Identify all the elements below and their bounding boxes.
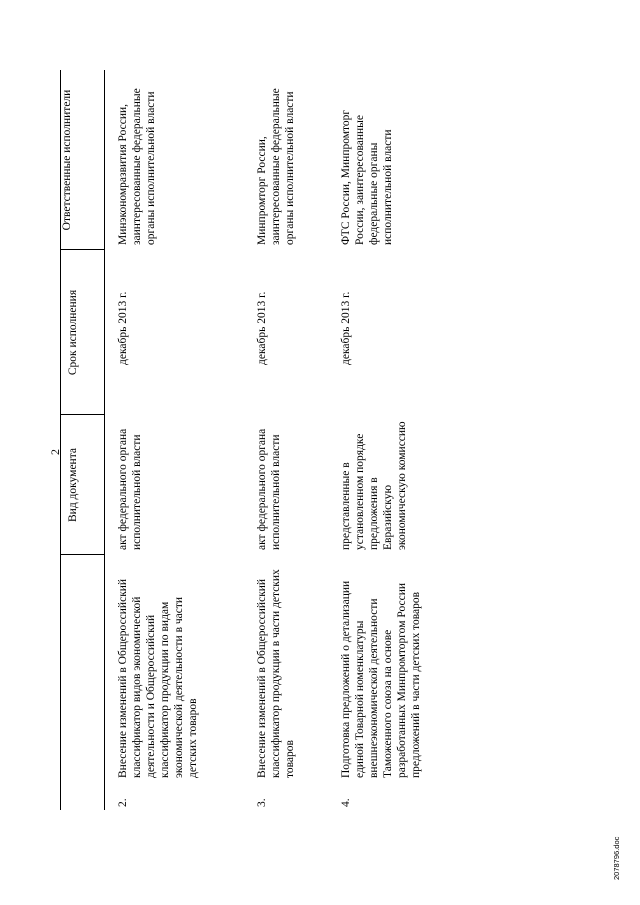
executors: Минэкономразвития России, заинтересованные федеральные органы исполнительной власти (117, 88, 157, 245)
deadline: декабрь 2013 г. (256, 291, 268, 365)
column-divider-3 (60, 249, 104, 250)
column-divider-1 (60, 554, 104, 555)
row-number: 3. (256, 798, 268, 807)
header-bottom-rule (104, 70, 105, 810)
executors: Минпромторг России, заинтересованные федеральные органы исполнительной власти (256, 88, 296, 245)
file-name-footer: 2078796.doc (612, 836, 621, 880)
task-description: Подготовка предложений о детализации единой Товарной номенклатуры внешнеэкономической деятельности Таможенного союза на основе разработанных Минпромторгом России предложений в части детских товаров (340, 580, 422, 778)
page-number: 2 (48, 449, 62, 455)
header-doc-type: Вид документа (67, 448, 79, 522)
document-type: акт федерального органа исполнительной власти (256, 428, 282, 550)
task-description: Внесение изменений в Общероссийский классификатор продукции в части детских товаров (256, 569, 296, 778)
header-deadline: Срок исполнения (67, 289, 79, 376)
row-number: 4. (340, 798, 352, 807)
document-type: акт федерального органа исполнительной власти (117, 428, 143, 550)
deadline: декабрь 2013 г. (117, 291, 129, 365)
deadline: декабрь 2013 г. (340, 291, 352, 365)
task-description: Внесение изменений в Общероссийский классификатор видов экономической деятельности и Общероссийский классификатор продукции по видам экономической деятельности в части детских товаров (117, 578, 199, 778)
column-divider-2 (60, 414, 104, 415)
executors: ФТС России, Минпромторг России, заинтересованные федеральные органы исполнительной власти (340, 109, 394, 245)
row-number: 2. (117, 798, 129, 807)
header-executors: Ответственные исполнители (61, 89, 73, 231)
document-type: представленные в установленном порядке предложения в Евразийскую экономическую комиссию (340, 421, 408, 550)
